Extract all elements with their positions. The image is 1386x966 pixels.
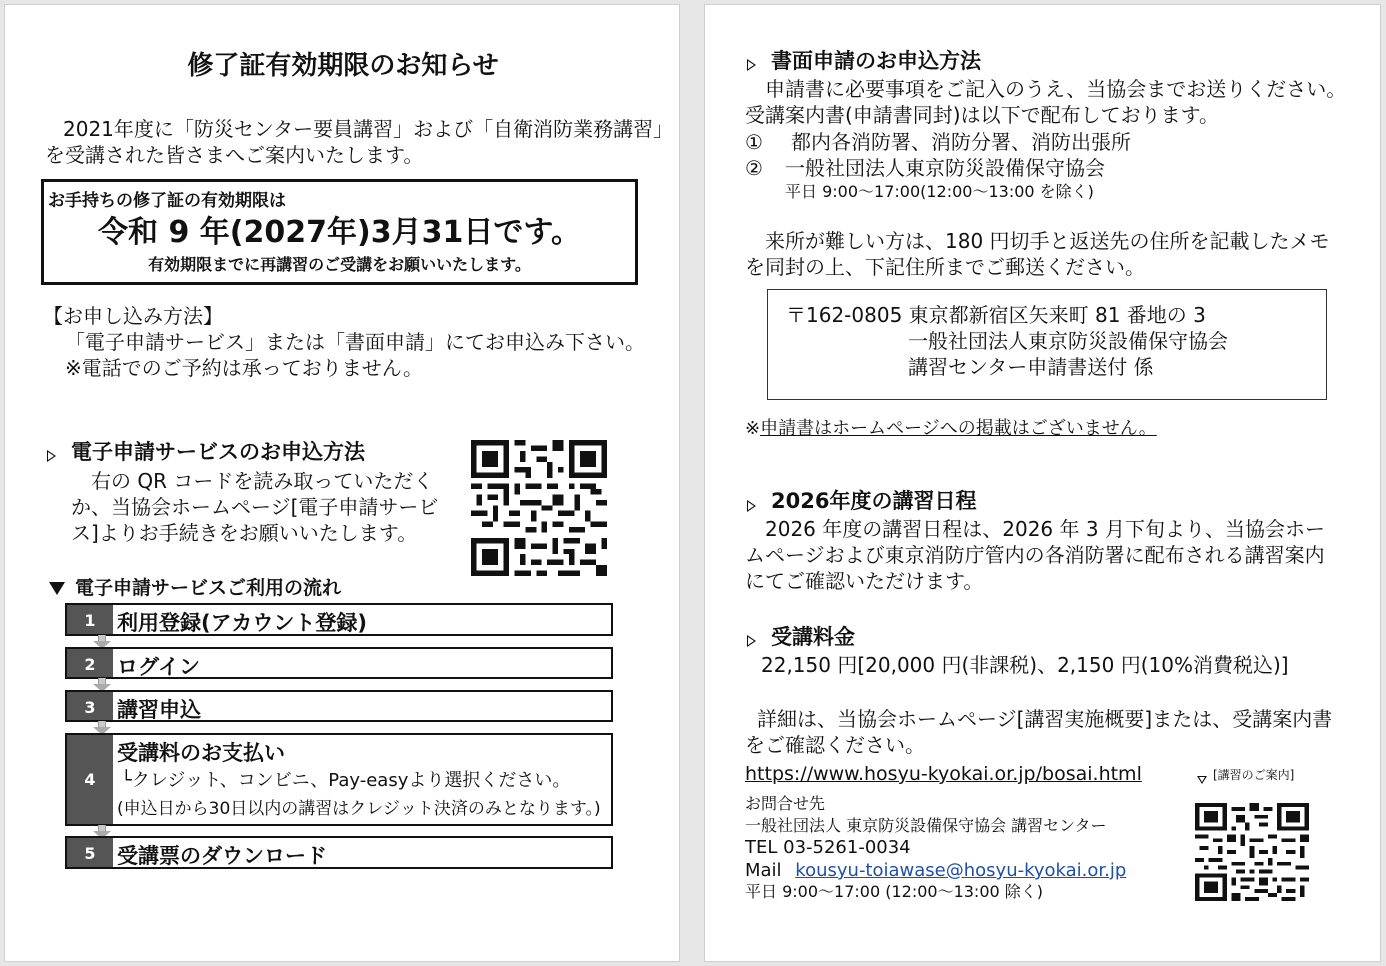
paper-line-1: 申請書に必要事項をご記入のうえ、当協会までお送りください。 bbox=[765, 77, 1347, 101]
paper-item-2-num: ② bbox=[745, 156, 763, 180]
flow-step-2 bbox=[65, 647, 613, 679]
schedule-line-2: ムページおよび東京消防庁管内の各消防署に配布される講習案内 bbox=[745, 543, 1325, 567]
mail-line-2: を同封の上、下記住所までご郵送ください。 bbox=[745, 255, 1145, 279]
paper-heading: 書面申請のお申込方法 bbox=[771, 49, 981, 73]
step-4-sub-1: └クレジット、コンビニ、Pay-easyより選択ください。 bbox=[121, 770, 571, 791]
expiry-date: 令和 9 年(2027年)3月31日です。 bbox=[98, 215, 581, 250]
intro-line-1: 2021年度に「防災センター要員講習」および「自衛消防業務講習」 bbox=[63, 117, 674, 141]
step-number: 1 bbox=[67, 605, 113, 634]
homepage-note bbox=[745, 417, 1157, 441]
apply-heading: 【お申し込み方法】 bbox=[43, 304, 223, 328]
mail-line-1: 来所が難しい方は、180 円切手と返送先の住所を記載したメモ bbox=[765, 229, 1330, 253]
flow-heading: 電子申請サービスご利用の流れ bbox=[75, 577, 342, 599]
paper-item-1-num: ① bbox=[745, 130, 763, 154]
address-box bbox=[767, 289, 1327, 400]
fee-heading: 受講料金 bbox=[771, 625, 855, 649]
address-line-1: 〒162-0805 東京都新宿区矢来町 81 番地の 3 bbox=[786, 303, 1206, 327]
e-apply-line-3: ス]よりお手続きをお願いいたします。 bbox=[71, 521, 418, 545]
flow-down-triangle-icon bbox=[49, 580, 65, 599]
contact-hours: 平日 9:00～17:00 (12:00～13:00 除く) bbox=[745, 882, 1044, 901]
flow-step-4 bbox=[65, 733, 613, 826]
flow-step-3 bbox=[65, 690, 613, 722]
paper-hours: 平日 9:00～17:00(12:00～13:00 を除く) bbox=[785, 182, 1094, 201]
expiry-box-line-3: 有効期限までに再講習のご受講をお願いいたします。 bbox=[148, 255, 531, 274]
qr-caption: [講習のご案内] bbox=[1213, 768, 1295, 782]
contact-org: 一般社団法人 東京防災設備保守協会 講習センター bbox=[745, 816, 1107, 835]
qr-caption-triangle-icon bbox=[1197, 769, 1207, 788]
apply-line-2: ※電話でのご予約は承っておりません。 bbox=[65, 356, 423, 380]
schedule-heading: 2026年度の講習日程 bbox=[771, 489, 977, 513]
step-label: 受講票のダウンロード bbox=[117, 844, 327, 868]
paper-item-2: 一般社団法人東京防災設備保守協会 bbox=[785, 156, 1105, 180]
step-number: 3 bbox=[67, 692, 113, 720]
qr-code-icon bbox=[1195, 803, 1309, 901]
bullet-triangle-icon bbox=[747, 56, 756, 75]
step-number: 2 bbox=[67, 649, 113, 677]
details-line-2: をご確認ください。 bbox=[745, 733, 925, 757]
address-line-2: 一般社団法人東京防災設備保守協会 bbox=[908, 329, 1228, 353]
e-apply-heading: 電子申請サービスのお申込方法 bbox=[71, 440, 365, 464]
contact-mail-label: Mail bbox=[745, 860, 782, 881]
step-label: ログイン bbox=[117, 655, 200, 679]
address-line-3: 講習センター申請書送付 係 bbox=[908, 355, 1154, 379]
apply-line-1: 「電子申請サービス」または「書面申請」にてお申込み下さい。 bbox=[65, 330, 645, 354]
e-apply-line-1: 右の QR コードを読み取っていただく bbox=[91, 469, 434, 493]
expiry-notice-box bbox=[41, 179, 638, 285]
step-4-sub-2: (申込日から30日以内の講習はクレジット決済のみとなります。) bbox=[117, 799, 601, 819]
flow-step-1 bbox=[65, 603, 613, 636]
step-number: 5 bbox=[67, 838, 113, 867]
paper-line-2: 受講案内書(申請書同封)は以下で配布しております。 bbox=[745, 103, 1220, 127]
page-title: 修了証有効期限のお知らせ bbox=[187, 51, 499, 81]
bullet-triangle-icon bbox=[47, 447, 56, 466]
step-number: 4 bbox=[67, 735, 113, 824]
homepage-url-link[interactable]: https://www.hosyu-kyokai.or.jp/bosai.html bbox=[745, 763, 1142, 785]
schedule-line-3: にてご確認いただけます。 bbox=[745, 569, 984, 593]
contact-label: お問合せ先 bbox=[745, 794, 826, 813]
contact-tel: TEL 03-5261-0034 bbox=[745, 837, 911, 858]
e-apply-line-2: か、当協会ホームページ[電子申請サービ bbox=[71, 495, 439, 519]
step-label: 利用登録(アカウント登録) bbox=[117, 611, 367, 635]
paper-item-1: 都内各消防署、消防分署、消防出張所 bbox=[791, 130, 1131, 154]
fee-line-1: 22,150 円[20,000 円(非課税)、2,150 円(10%消費税込)] bbox=[761, 653, 1289, 677]
contact-mail-row bbox=[745, 859, 1126, 883]
left-page bbox=[4, 4, 680, 962]
note-prefix: ※ bbox=[745, 418, 761, 439]
expiry-box-line-1: お手持ちの修了証の有効期限は bbox=[48, 191, 286, 211]
note-text: 申請書はホームページへの掲載はございません。 bbox=[760, 418, 1157, 439]
details-line-1: 詳細は、当協会ホームページ[講習実施概要]または、受講案内書 bbox=[757, 707, 1333, 731]
schedule-line-1: 2026 年度の講習日程は、2026 年 3 月下旬より、当協会ホー bbox=[765, 517, 1325, 541]
bullet-triangle-icon bbox=[747, 632, 756, 651]
step-label: 受講料のお支払い bbox=[117, 741, 285, 765]
qr-code-icon bbox=[471, 437, 607, 579]
bullet-triangle-icon bbox=[747, 497, 756, 516]
flow-step-5 bbox=[65, 836, 613, 869]
step-label: 講習申込 bbox=[117, 698, 201, 722]
contact-email-link[interactable]: kousyu-toiawase@hosyu-kyokai.or.jp bbox=[795, 860, 1127, 881]
right-page bbox=[704, 4, 1381, 962]
intro-line-2: を受講された皆さまへご案内いたします。 bbox=[45, 143, 424, 167]
